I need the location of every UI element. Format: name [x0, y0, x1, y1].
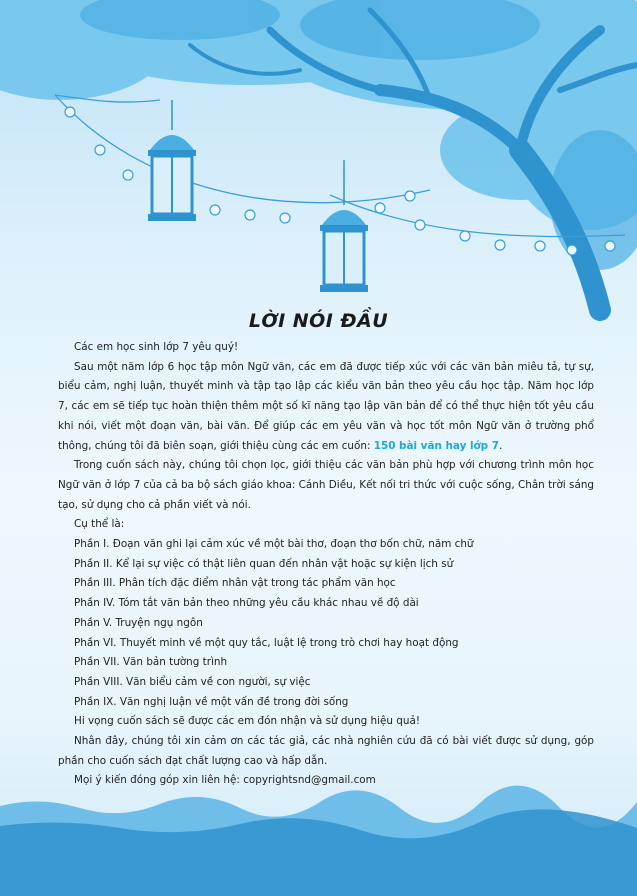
book-title: 150 bài văn hay lớp 7 [373, 439, 499, 452]
section-item: Phần IV. Tóm tắt văn bản theo những yêu cầu khác nhau về độ dài [74, 597, 419, 610]
paragraph-intro: Sau một năm lớp 6 học tập môn Ngữ văn, các em đã được tiếp xúc với các văn bản miêu tả, tự sự, biểu cảm, nghị luận, thuyết minh và tập tạo lập các kiểu văn bản theo yêu cầu học tập. Năm học lớp 7, các em sẽ tiếp tục hoàn thiện thêm một số kĩ năng tạo lập văn bản để có thể thực hiện tốt yêu cầu khi nói, viết một đoạn văn, bài văn. Để giúp các em yêu văn và học tốt môn Ngữ văn ở trường phổ thông, chúng tôi đã biên soạn, giới thiệu cùng các em cuốn: 150 bài văn hay lớp 7. [58, 360, 594, 452]
section-item: Phần V. Truyện ngụ ngôn [74, 616, 203, 629]
contact-line: Mọi ý kiến đóng góp xin liên hệ: copyrightsnd@gmail.com [74, 774, 376, 787]
lantern-left [148, 100, 196, 221]
grass [0, 786, 637, 896]
hope-line: Hi vọng cuốn sách sẽ được các em đón nhận và sử dụng hiệu quả! [74, 715, 421, 728]
section-item: Phần II. Kể lại sự việc có thật liên quan đến nhân vật hoặc sự kiện lịch sử [74, 557, 454, 570]
preface-body [58, 338, 594, 791]
paragraph-content: Trong cuốn sách này, chúng tôi chọn lọc, giới thiệu các văn bản phù hợp với chương trình môn học Ngữ văn ở lớp 7 của cả ba bộ sách giáo khoa: Cánh Diều, Kết nối tri thức với cuộc sống, Chân trời sáng tạo, sử dụng cho cả phần viết và nói. [58, 459, 594, 511]
section-item: Phần VI. Thuyết minh về một quy tắc, luật lệ trong trò chơi hay hoạt động [74, 636, 459, 649]
list-intro: Cụ thể là: [74, 518, 125, 531]
greeting: Các em học sinh lớp 7 yêu quý! [74, 341, 239, 353]
section-item: Phần IX. Văn nghị luận về một vấn đề trong đời sống [74, 695, 349, 708]
section-item: Phần VII. Văn bản tường trình [74, 656, 228, 669]
lantern-center [320, 160, 368, 292]
section-item: Phần I. Đoạn văn ghi lại cảm xúc về một bài thơ, đoạn thơ bốn chữ, năm chữ [74, 538, 474, 551]
section-item: Phần III. Phân tích đặc điểm nhân vật trong tác phẩm văn học [74, 577, 396, 590]
thanks-paragraph: Nhân đây, chúng tôi xin cảm ơn các tác giả, các nhà nghiên cứu đã có bài viết được sử dụng, góp phần cho cuốn sách đạt chất lượng cao và hấp dẫn. [58, 735, 594, 767]
section-item: Phần VIII. Văn biểu cảm về con người, sự việc [74, 675, 311, 688]
page-title: LỜI NÓI ĐẦU [248, 310, 389, 332]
